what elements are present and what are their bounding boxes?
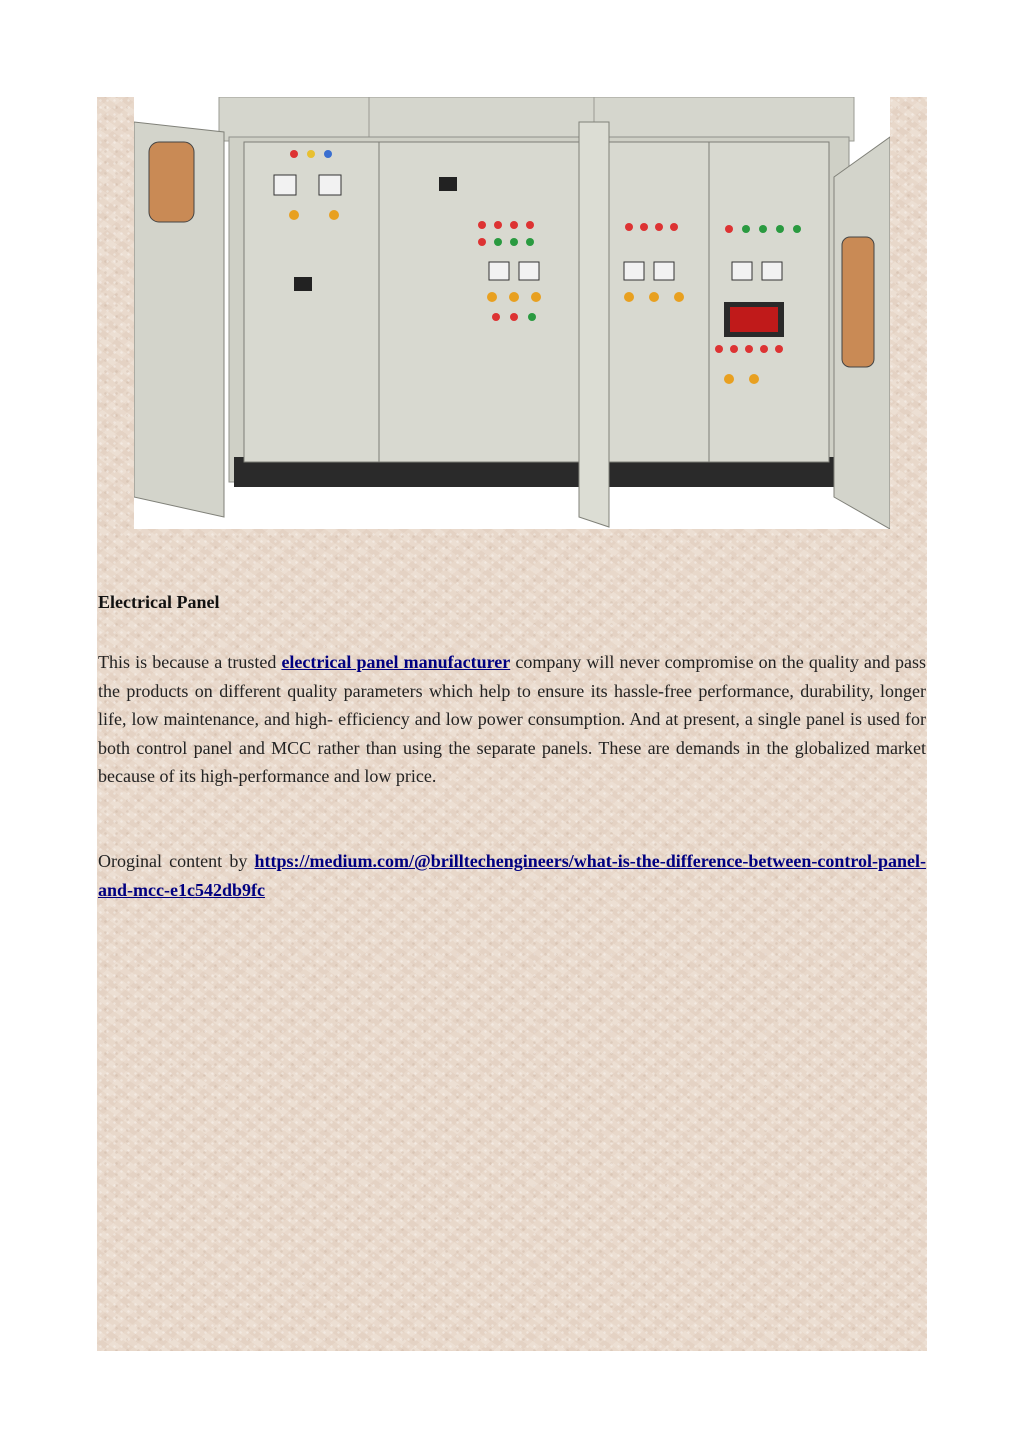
source-credit (98, 847, 926, 904)
credit-prefix: Oroginal content by (98, 851, 255, 871)
body-paragraph (98, 648, 926, 791)
paragraph-text-start: This is because a trusted (98, 652, 282, 672)
paragraph-text-end: company will never compromise on the quality and pass the products on different quality parameters which help to ensure its hassle-free performance, durability, longer life, low maintenance, and high- efficiency and low power consumption. And at present, a single panel is used for both control panel and MCC rather than using the separate panels. These are demands in the globalized market because of its high-performance and low price. (98, 652, 927, 786)
manufacturer-link[interactable]: electrical panel manufacturer (281, 652, 511, 672)
source-url-link[interactable]: https://medium.com/@brilltechengineers/what-is-the-difference-between-control-panel-and-mcc-e1c542db9fc (98, 851, 926, 900)
section-heading: Electrical Panel (98, 592, 220, 612)
electrical-panel-photo (134, 97, 890, 529)
